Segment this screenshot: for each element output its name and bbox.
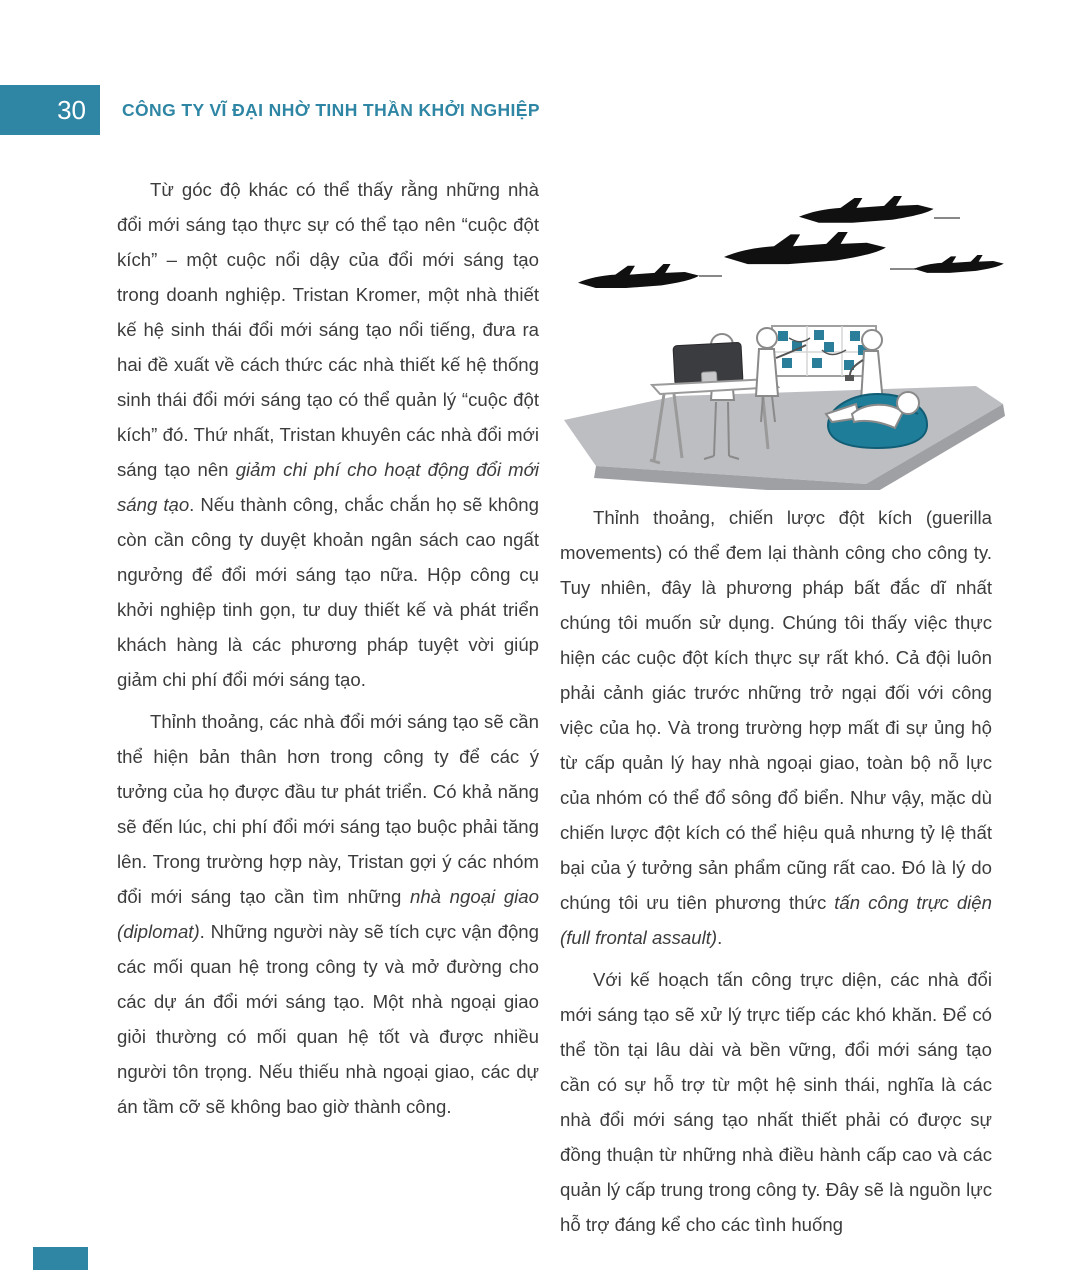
page-number-box [0,85,100,135]
text-run: Với kế hoạch tấn công trực diện, các nhà đổi mới sáng tạo sẽ xử lý trực tiếp các khó khăn. Để có thể tồn tại lâu dài và bền vững, đổi mới sáng tạo cần có sự hỗ trợ từ một hệ sinh thái, nghĩa là các nhà đổi mới sáng tạo nhất thiết phải có được sự đồng thuận từ những nhà điều hành cấp cao và các quản lý cấp trung trong công ty. Đây sẽ là nguồn lực hỗ trợ đáng kể cho các tình huống [560,969,992,1235]
italic-text-run: tấn công trực diện (full frontal assault) [560,892,992,948]
fighter-jet-icon [724,232,886,264]
text-run: . Nếu thành công, chắc chắn họ sẽ không còn cần công ty duyệt khoản ngân sách cao ngất ngưởng để đổi mới sáng tạo nữa. Hộp công cụ khởi nghiệp tinh gọn, tư duy thiết kế và phát triển khách hàng là các phương pháp tuyệt vời giúp giảm chi phí đổi mới sáng tạo. [117,494,539,690]
fighter-jet-icon [914,255,1004,273]
kanban-board [772,326,876,376]
page-number: 30 [57,94,86,125]
italic-text-run: giảm chi phí cho hoạt động đổi mới sáng tạo [117,459,539,515]
page-header [0,85,540,135]
illustration-svg [556,168,1012,490]
text-run: Thỉnh thoảng, các nhà đổi mới sáng tạo sẽ cần thể hiện bản thân hơn trong công ty để các ý tưởng của họ được đầu tư phát triển. Có khả năng sẽ đến lúc, chi phí đổi mới sáng tạo buộc phải tăng lên. Trong trường hợp này, Tristan gợi ý các nhóm đổi mới sáng tạo cần tìm những [117,711,539,907]
fighter-jet-icon [799,196,934,223]
paragraph [560,500,992,955]
text-run: Từ góc độ khác có thể thấy rằng những nhà đổi mới sáng tạo thực sự có thể tạo nên “cuộc đột kích” – một cuộc nổi dậy của đổi mới sáng tạo trong doanh nghiệp. Tristan Kromer, một nhà thiết kế hệ sinh thái đổi mới sáng tạo nổi tiếng, đưa ra hai đề xuất về cách thức các nhà thiết kế hệ thống sinh thái đổi mới sáng tạo có thể quản lý “cuộc đột kích” đó. Thứ nhất, Tristan khuyên các nhà đổi mới sáng tạo nên [117,179,539,480]
left-text-column [117,172,539,1124]
illustration-guerilla-team [556,168,1012,490]
paragraph [560,962,992,1242]
footer-accent-tab [33,1247,88,1270]
right-text-column [560,500,992,1242]
text-run: . [717,927,723,948]
paragraph [117,172,539,697]
platform [564,386,1005,490]
text-run: . Những người này sẽ tích cực vận động các mối quan hệ trong công ty và mở đường cho các dự án đổi mới sáng tạo. Một nhà ngoại giao giỏi thường có mối quan hệ tốt và được nhiều người tôn trọng. Nếu thiếu nhà ngoại giao, các dự án tầm cỡ sẽ không bao giờ thành công. [117,921,539,1117]
paragraph [117,704,539,1124]
running-head-title: CÔNG TY VĨ ĐẠI NHỜ TINH THẦN KHỞI NGHIỆP [122,99,540,120]
text-run: Thỉnh thoảng, chiến lược đột kích (guerilla movements) có thể đem lại thành công cho công ty. Tuy nhiên, đây là phương pháp bất đắc dĩ nhất chúng tôi muốn sử dụng. Chúng tôi thấy việc thực hiện các cuộc đột kích thực sự rất khó. Cả đội luôn phải cảnh giác trước những trở ngại đối với công việc của họ. Và trong trường hợp mất đi sự ủng hộ từ cấp quản lý hay nhà ngoại giao, toàn bộ nỗ lực của nhóm có thể đổ sông đổ biển. Như vậy, mặc dù chiến lược đột kích có thể hiệu quả nhưng tỷ lệ thất bại của ý tưởng sản phẩm cũng rất cao. Đó là lý do chúng tôi ưu tiên phương thức [560,507,992,913]
italic-text-run: nhà ngoại giao (diplomat) [117,886,539,942]
fighter-jet-icon [578,264,699,288]
